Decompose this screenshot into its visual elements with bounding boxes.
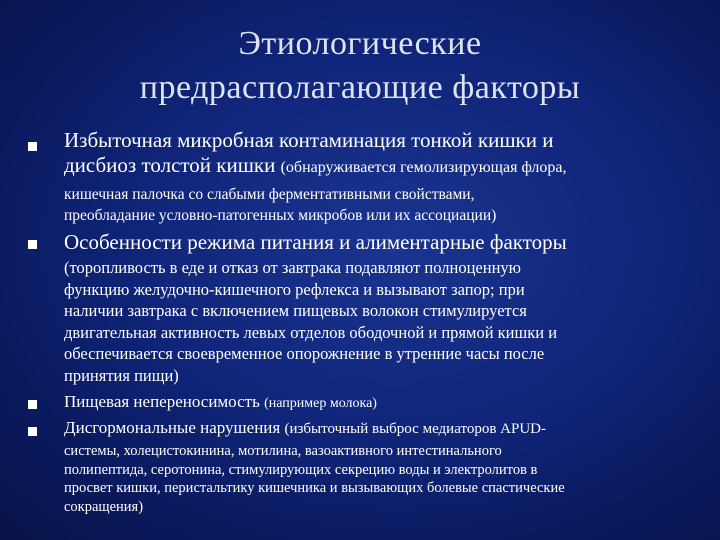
list-item-dyshormonal [64,417,704,516]
item-main-line: Избыточная микробная контаминация тонкой кишки и [64,128,554,152]
title-line-2: предрасполагающие факторы [139,69,581,106]
item-detail-line: преобладание условно-патогенных микробов или их ассоциации) [64,207,497,224]
item-detail-line: наличии завтрака с включением пищевых волокон стимулируется [64,301,527,320]
item-main-text: Пищевая непереносимость [64,392,260,411]
item-detail-text: (обнаруживается гемолизирующая флора, [280,159,567,176]
item-detail-line: обеспечивается своевременное опорожнение в утренние часы после [64,344,545,363]
item-detail-line: принятия пищи) [64,365,179,385]
item-main-text: Дисгормональные нарушения [64,418,281,437]
item-detail-line: просвет кишки, перистальтику кишечника и вызывающих болевые спастические [64,480,565,496]
title-line-1: Этиологические [238,25,482,62]
item-detail-line: (торопливость в еде и отказ от завтрака подавляют полноценную [64,258,521,277]
square-bullet-icon [28,400,37,409]
square-bullet-icon [28,142,37,151]
item-detail-line: кишечная палочка со слабыми ферментативными свойствами, [64,186,475,203]
list-item-food-intolerance [64,391,704,415]
list-item-diet [64,230,704,386]
item-main-line [64,417,704,440]
item-detail-line: двигательная активность левых отделов ободочной и прямой кишки и [64,322,558,342]
item-main-line [64,391,704,415]
item-main-line [64,153,704,180]
item-detail-text: (избыточный выброс медиаторов APUD- [284,421,546,437]
item-detail-line: функцию желудочно-кишечного рефлекса и вызывают запор; при [64,279,525,299]
item-main-text: дисбиоз толстой кишки [64,153,276,177]
item-detail-line: сокращения) [64,498,144,515]
square-bullet-icon [28,427,37,436]
item-detail-text: (например молока) [264,396,377,411]
item-detail-line: системы, холецистокинина, мотилина, вазоактивного интестинального [64,443,502,459]
list-item-microbial [64,128,704,226]
item-detail-line: полипептида, серотонина, стимулирующих секрецию воды и электролитов в [64,461,538,478]
square-bullet-icon [28,240,37,249]
item-main-line: Особенности режима питания и алиментарные факторы [64,230,567,254]
